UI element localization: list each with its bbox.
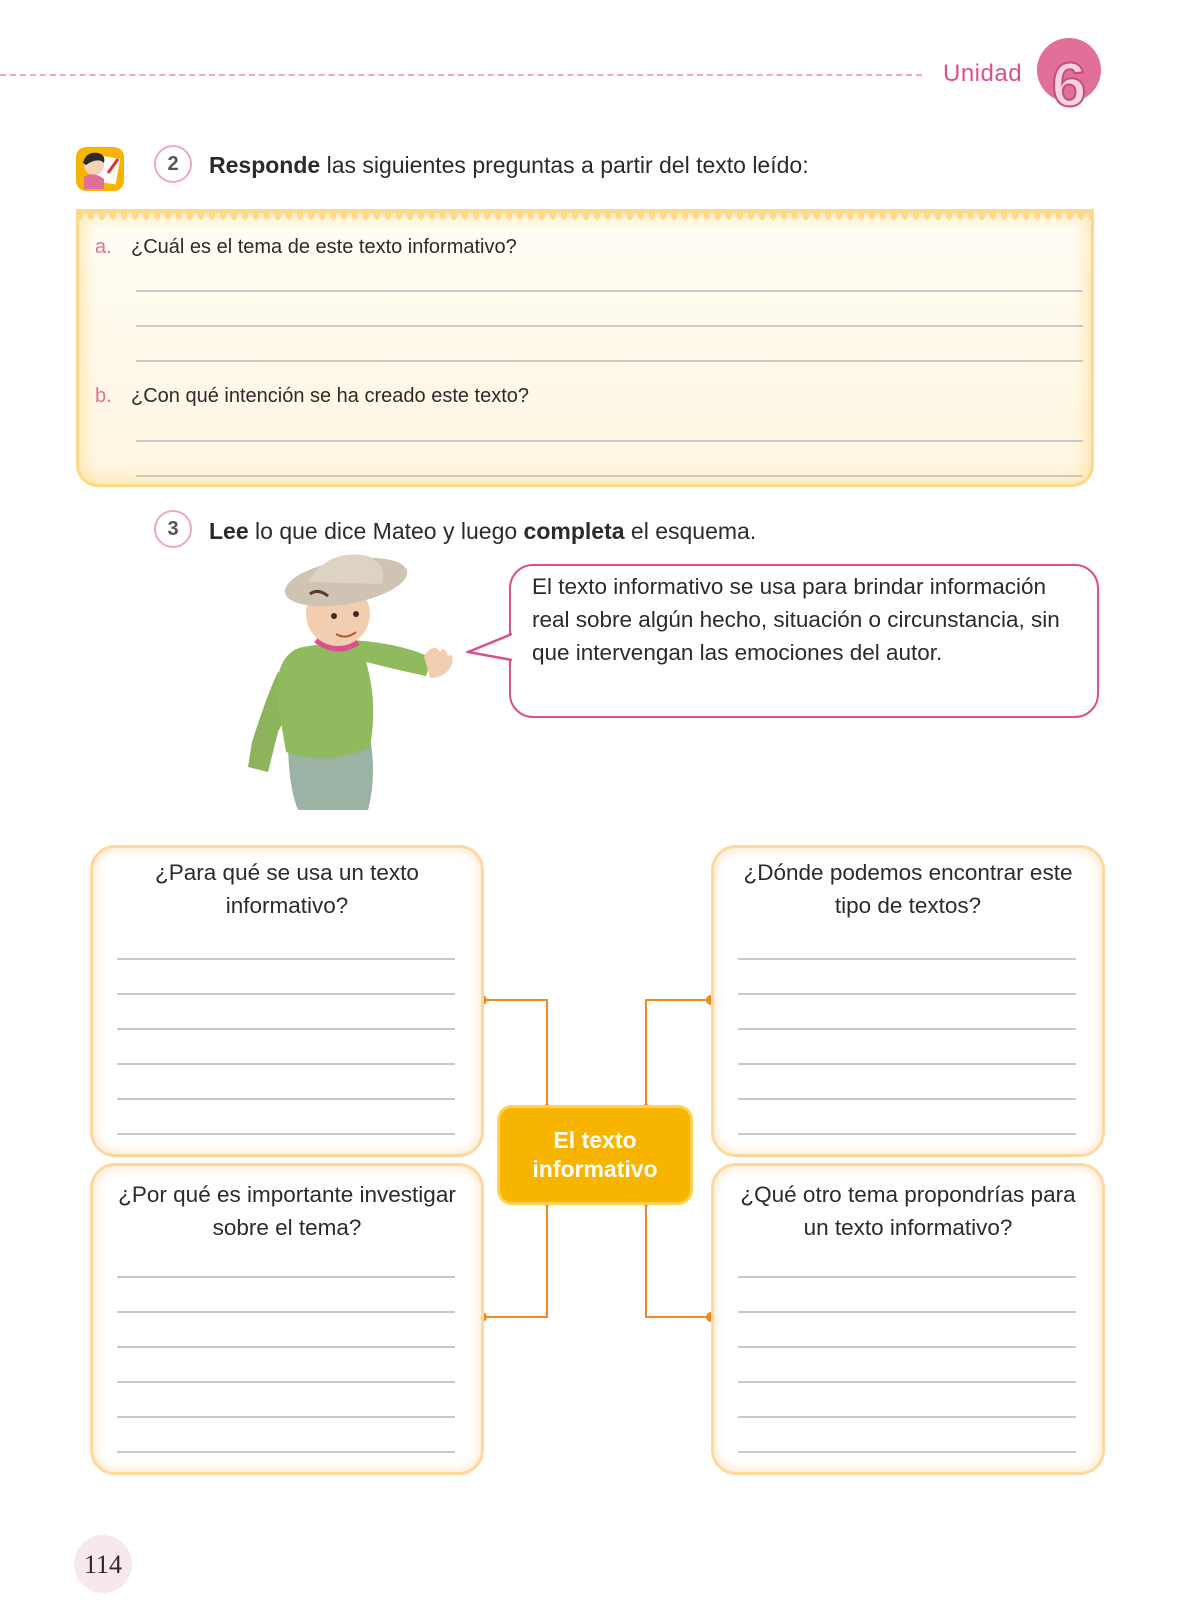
answer-line[interactable] — [136, 325, 1083, 327]
scallop-bump — [187, 210, 193, 220]
answer-line[interactable] — [117, 1381, 455, 1383]
scallop-bump — [297, 210, 303, 220]
scallop-bump — [1067, 210, 1073, 220]
scallop-bump — [484, 210, 490, 220]
question-b-text: ¿Con qué intención se ha creado este texto? — [131, 385, 530, 407]
scallop-bump — [979, 210, 985, 220]
scallop-bump — [440, 210, 446, 220]
scallop-bump — [264, 210, 270, 220]
instruction-verb-complete: completa — [523, 518, 625, 544]
scallop-bump — [924, 210, 930, 220]
unit-number: 6 — [1051, 51, 1087, 116]
scallop-bump — [1012, 210, 1018, 220]
box-importance-question: ¿Por qué es importante investigar sobre el tema? — [118, 1182, 456, 1240]
scallop-bump — [528, 210, 534, 220]
question-a-text: ¿Cuál es el tema de este texto informativo? — [131, 236, 517, 258]
scalloped-border — [76, 209, 1094, 221]
scallop-bump — [858, 210, 864, 220]
scallop-bump — [517, 210, 523, 220]
scallop-bump — [341, 210, 347, 220]
scallop-bump — [143, 210, 149, 220]
scallop-bump — [88, 210, 94, 220]
answer-line[interactable] — [136, 475, 1083, 477]
answer-line[interactable] — [738, 1098, 1076, 1100]
answer-line[interactable] — [738, 1133, 1076, 1135]
scallop-bump — [451, 210, 457, 220]
scallop-bump — [506, 210, 512, 220]
scallop-bump — [990, 210, 996, 220]
scallop-bump — [121, 210, 127, 220]
answer-line[interactable] — [117, 1346, 455, 1348]
scallop-bump — [1056, 210, 1062, 220]
scallop-bump — [957, 210, 963, 220]
scallop-bump — [561, 210, 567, 220]
instruction-verb: Responde — [209, 152, 321, 178]
answer-line[interactable] — [136, 440, 1083, 442]
answer-line[interactable] — [117, 1028, 455, 1030]
unit-label: Unidad — [943, 60, 1023, 87]
answer-line[interactable] — [117, 1098, 455, 1100]
scallop-bump — [286, 210, 292, 220]
scallop-bump — [352, 210, 358, 220]
scallop-bump — [132, 210, 138, 220]
scallop-bump — [649, 210, 655, 220]
scallop-bump — [803, 210, 809, 220]
answer-line[interactable] — [738, 1028, 1076, 1030]
scallop-bump — [165, 210, 171, 220]
answer-line[interactable] — [738, 1276, 1076, 1278]
scallop-bump — [1001, 210, 1007, 220]
scallop-bump — [660, 210, 666, 220]
instruction-verb-read: Lee — [209, 518, 249, 544]
scallop-bump — [891, 210, 897, 220]
answer-line[interactable] — [117, 1451, 455, 1453]
speech-bubble-tail — [466, 630, 514, 666]
scallop-bump — [539, 210, 545, 220]
scallop-bump — [759, 210, 765, 220]
speech-bubble-text: El texto informativo se usa para brindar información real sobre algún hecho, situación o circunstancia, sin que intervengan las emociones del autor. — [532, 574, 1060, 665]
answer-line[interactable] — [117, 1133, 455, 1135]
scallop-bump — [913, 210, 919, 220]
scallop-bump — [1045, 210, 1051, 220]
scallop-bump — [935, 210, 941, 220]
scallop-bump — [770, 210, 776, 220]
scallop-bump — [616, 210, 622, 220]
header-dashed-rule — [0, 74, 922, 76]
scallop-bump — [198, 210, 204, 220]
answer-line[interactable] — [738, 993, 1076, 995]
scallop-bump — [429, 210, 435, 220]
activity-2-number: 2 — [154, 145, 192, 183]
scallop-bump — [693, 210, 699, 220]
answer-line[interactable] — [117, 1063, 455, 1065]
instruction-end: el esquema. — [624, 518, 757, 544]
box-where-question: ¿Dónde podemos encontrar este tipo de textos? — [743, 860, 1073, 918]
scallop-bump — [396, 210, 402, 220]
scallop-bump — [385, 210, 391, 220]
answer-line[interactable] — [136, 360, 1083, 362]
scallop-bump — [825, 210, 831, 220]
scallop-bump — [473, 210, 479, 220]
answer-line[interactable] — [738, 1346, 1076, 1348]
answer-line[interactable] — [738, 1311, 1076, 1313]
scallop-bump — [704, 210, 710, 220]
scallop-bump — [418, 210, 424, 220]
activity-3-instruction — [209, 518, 756, 545]
scallop-bump — [1078, 210, 1084, 220]
scallop-bump — [869, 210, 875, 220]
answer-line[interactable] — [117, 993, 455, 995]
question-a-letter: a. — [95, 236, 112, 258]
scallop-bump — [275, 210, 281, 220]
scallop-bump — [682, 210, 688, 220]
scallop-bump — [594, 210, 600, 220]
answer-line[interactable] — [117, 1311, 455, 1313]
scallop-bump — [154, 210, 160, 220]
scallop-bump — [814, 210, 820, 220]
scallop-bump — [253, 210, 259, 220]
scallop-bump — [836, 210, 842, 220]
page-number: 114 — [83, 1550, 123, 1579]
scallop-bump — [495, 210, 501, 220]
answer-line[interactable] — [117, 1276, 455, 1278]
scallop-bump — [242, 210, 248, 220]
answer-line[interactable] — [738, 1063, 1076, 1065]
answer-line[interactable] — [738, 1416, 1076, 1418]
scallop-bump — [748, 210, 754, 220]
scallop-bump — [792, 210, 798, 220]
scallop-bump — [77, 210, 83, 220]
scallop-bump — [176, 210, 182, 220]
scallop-bump — [330, 210, 336, 220]
scallop-bump — [1034, 210, 1040, 220]
scallop-bump — [715, 210, 721, 220]
scallop-bump — [880, 210, 886, 220]
scallop-bump — [946, 210, 952, 220]
scallop-bump — [407, 210, 413, 220]
scallop-bump — [374, 210, 380, 220]
answer-line[interactable] — [738, 958, 1076, 960]
scallop-bump — [627, 210, 633, 220]
center-concept-label: El texto informativo — [532, 1127, 658, 1182]
scallop-bump — [583, 210, 589, 220]
scallop-bump — [1023, 210, 1029, 220]
mateo-illustration — [248, 552, 464, 812]
unit-number-badge — [1035, 36, 1103, 116]
scallop-bump — [671, 210, 677, 220]
scallop-bump — [737, 210, 743, 220]
answer-line[interactable] — [738, 1451, 1076, 1453]
scallop-bump — [220, 210, 226, 220]
activity-2-instruction — [209, 152, 809, 179]
scallop-bump — [319, 210, 325, 220]
scallop-bump — [99, 210, 105, 220]
scallop-bump — [110, 210, 116, 220]
scallop-bump — [462, 210, 468, 220]
scallop-bump — [638, 210, 644, 220]
instruction-rest: las siguientes preguntas a partir del texto leído: — [320, 152, 809, 178]
scallop-bump — [605, 210, 611, 220]
scallop-bump — [363, 210, 369, 220]
scallop-bump — [726, 210, 732, 220]
scallop-bump — [209, 210, 215, 220]
scallop-bump — [308, 210, 314, 220]
box-purpose-question: ¿Para qué se usa un texto informativo? — [155, 860, 419, 918]
instruction-mid: lo que dice Mateo y luego — [248, 518, 524, 544]
scallop-bump — [572, 210, 578, 220]
scallop-bump — [231, 210, 237, 220]
answer-line[interactable] — [117, 1416, 455, 1418]
answer-line[interactable] — [738, 1381, 1076, 1383]
activity-3-number: 3 — [154, 510, 192, 548]
scallop-bump — [550, 210, 556, 220]
scallop-bump — [902, 210, 908, 220]
scallop-bump — [847, 210, 853, 220]
question-b-letter: b. — [95, 385, 112, 407]
scallop-bump — [781, 210, 787, 220]
box-other-topic-question: ¿Qué otro tema propondrías para un texto informativo? — [740, 1182, 1076, 1240]
answer-line[interactable] — [117, 958, 455, 960]
writing-child-icon — [74, 143, 126, 195]
scallop-bump — [968, 210, 974, 220]
answer-line[interactable] — [136, 290, 1083, 292]
